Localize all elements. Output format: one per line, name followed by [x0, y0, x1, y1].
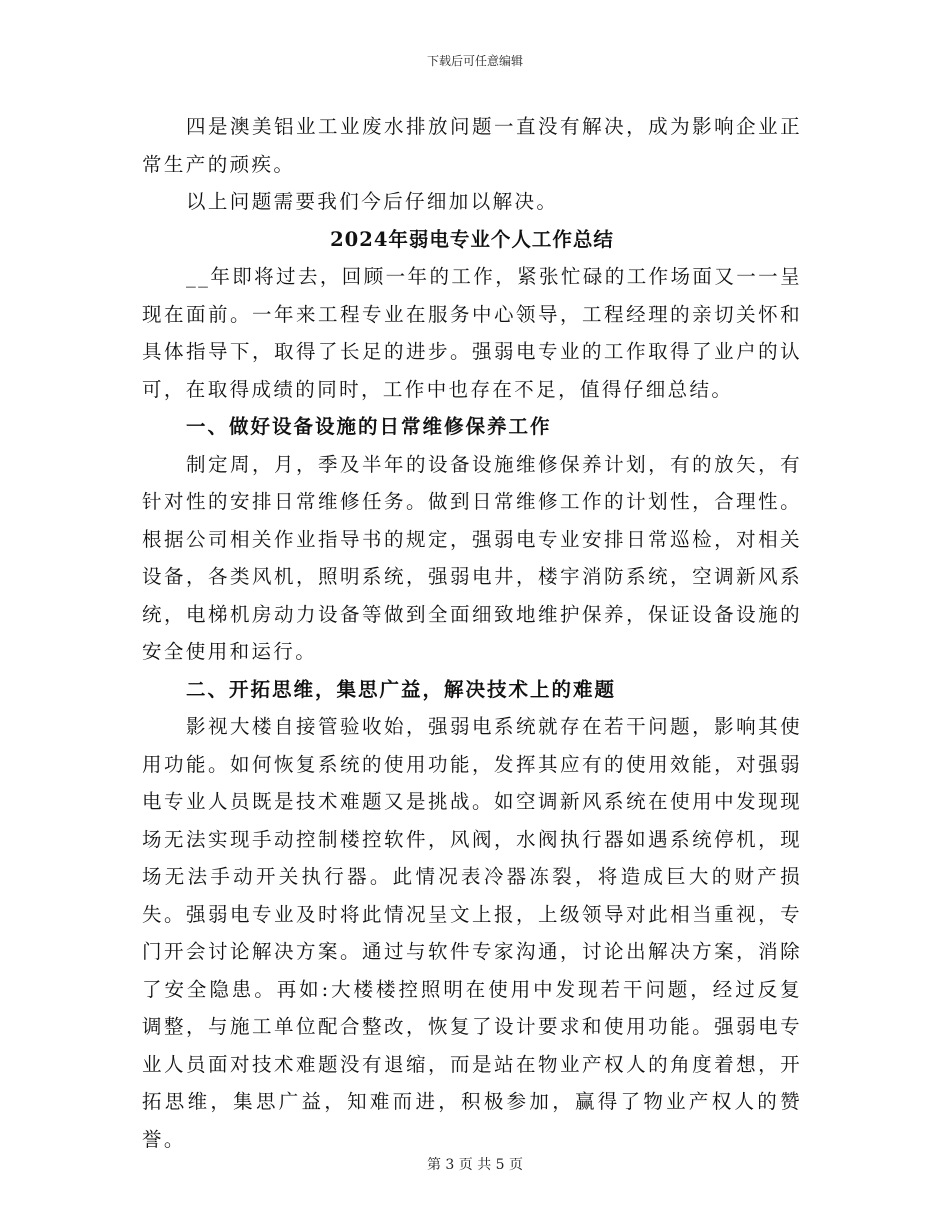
paragraph-technical: 影视大楼自接管验收始，强弱电系统就存在若干问题，影响其使用功能。如何恢复系统的使用功能，发挥其应有的使用效能，对强弱电专业人员既是技术难题又是挑战。如空调新风系统在使用中发现现场无法实现手动控制楼控软件，风阀，水阀执行器如遇系统停机，现场无法手动开关执行器。此情况表冷器冻裂，将造成巨大的财产损失。强弱电专业及时将此情况呈文上报，上级领导对此相当重视，专门开会讨论解决方案。通过与软件专家沟通，讨论出解决方案，消除了安全隐患。再如:大楼楼控照明在使用中发现若干问题，经过反复调整，与施工单位配合整改，恢复了设计要求和使用功能。强弱电专业人员面对技术难题没有退缩，而是站在物业产权人的角度着想，开拓思维，集思广益，知难而进，积极参加，赢得了物业产权人的赞誉。	[142, 715, 802, 1151]
page-number-footer: 第 3 页 共 5 页	[426, 1157, 524, 1173]
paragraph-wastewater: 四是澳美铝业工业废水排放问题一直没有解决，成为影响企业正常生产的顽疾。	[142, 115, 802, 176]
document-body	[142, 108, 802, 1158]
paragraph-intro: __年即将过去，回顾一年的工作，紧张忙碌的工作场面又一一呈现在面前。一年来工程专业在服务中心领导，工程经理的亲切关怀和具体指导下，取得了长足的进步。强弱电专业的工作取得了业户的认可，在取得成绩的同时，工作中也存在不足，值得仔细总结。	[142, 265, 802, 401]
section-heading-maintenance: 一、做好设备设施的日常维修保养工作	[186, 415, 552, 438]
page-header-note: 下载后可任意编辑	[426, 54, 523, 68]
paragraph-conclusion: 以上问题需要我们今后仔细加以解决。	[186, 190, 559, 213]
paragraph-maintenance: 制定周，月，季及半年的设备设施维修保养计划，有的放矢，有针对性的安排日常维修任务。做到日常维修工作的计划性，合理性。根据公司相关作业指导书的规定，强弱电专业安排日常巡检，对相关设备，各类风机，照明系统，强弱电井，楼宇消防系统，空调新风系统，电梯机房动力设备等做到全面细致地维护保养，保证设备设施的安全使用和运行。	[142, 452, 802, 663]
document-title: 2024年弱电专业个人工作总结	[330, 227, 614, 251]
section-heading-technical: 二、开拓思维，集思广益，解决技术上的难题	[186, 677, 617, 701]
